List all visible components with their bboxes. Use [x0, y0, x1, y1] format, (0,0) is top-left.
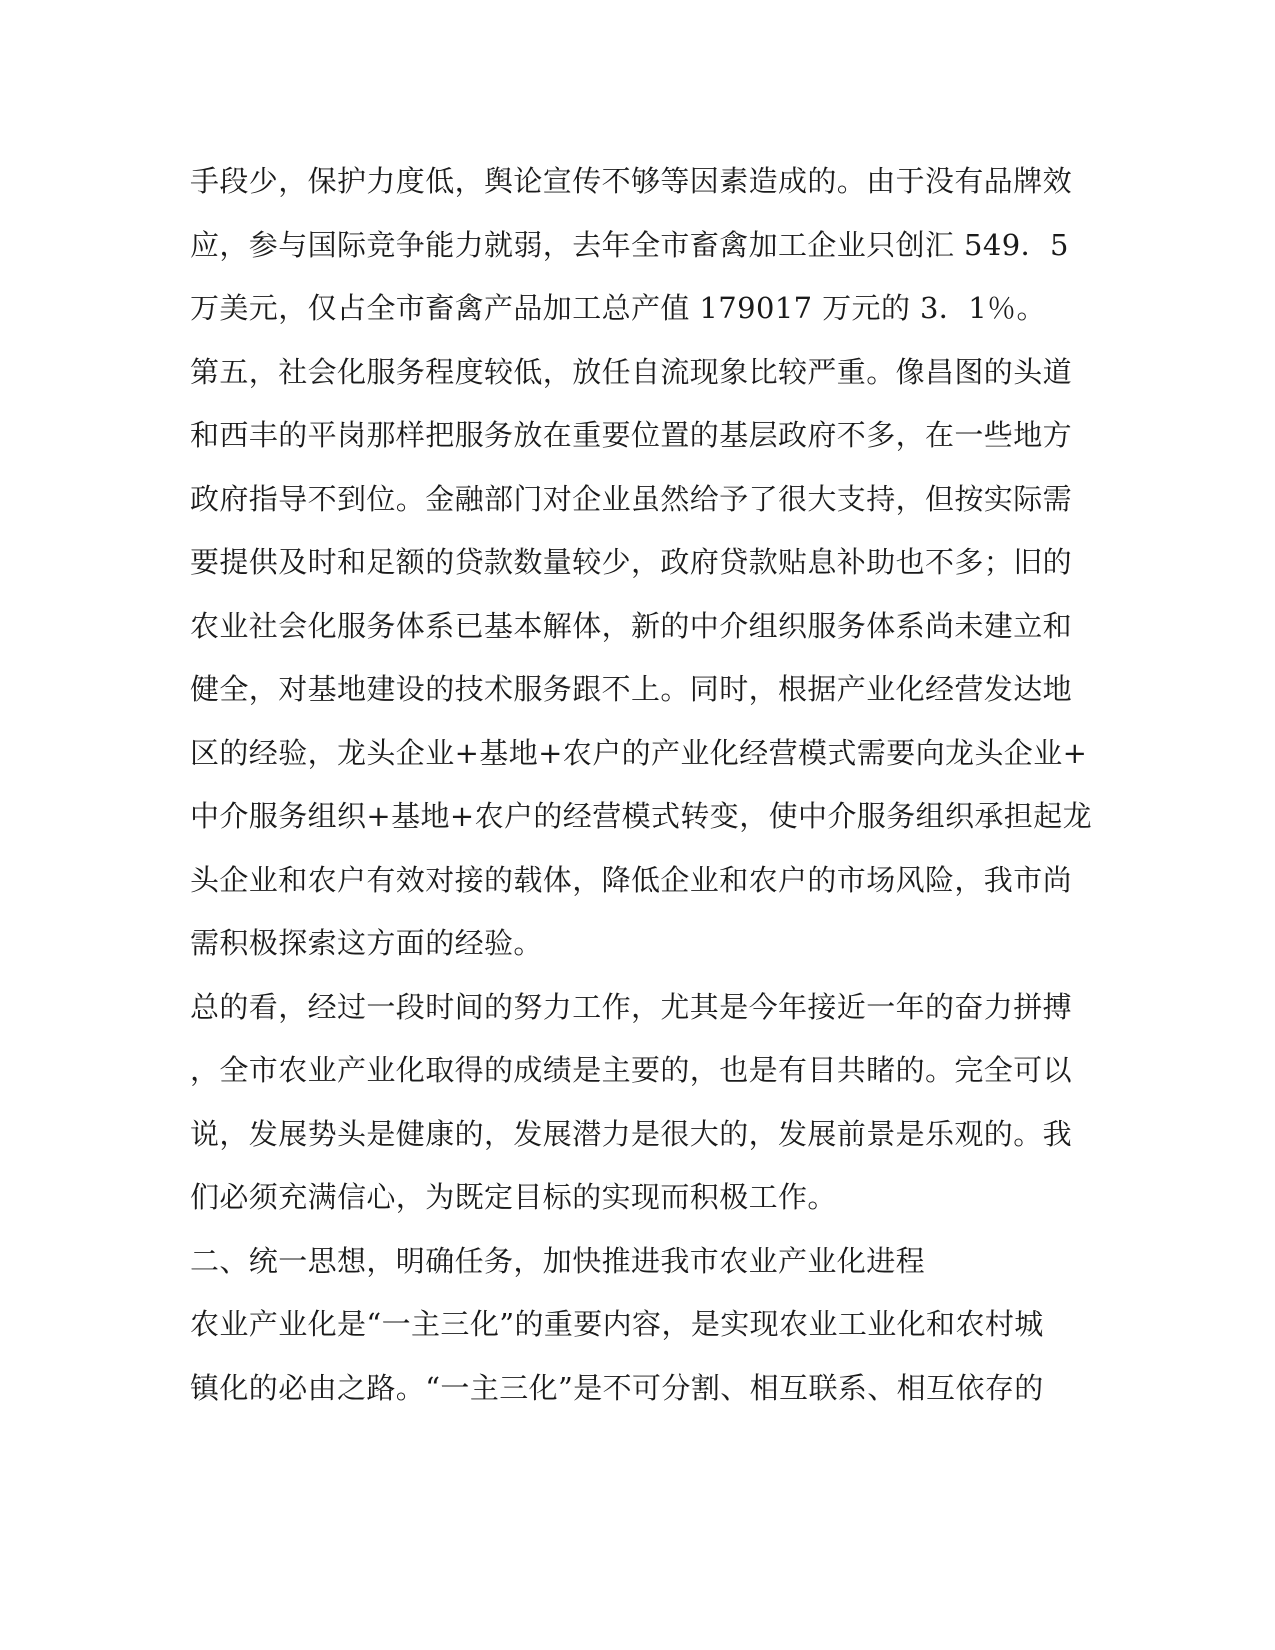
text-line: 农业产业化是“一主三化”的重要内容，是实现农业工业化和农村城 — [190, 1307, 1044, 1341]
text-line: 头企业和农户有效对接的载体，降低企业和农户的市场风险，我市尚 — [190, 862, 1073, 897]
text-line: 们必须充满信心，为既定目标的实现而积极工作。 — [190, 1180, 837, 1214]
text-line: 手段少，保护力度低，舆论宣传不够等因素造成的。由于没有品牌效 — [190, 164, 1073, 198]
text-line: 政府指导不到位。金融部门对企业虽然给予了很大支持，但按实际需 — [190, 481, 1073, 516]
section-heading: 二、统一思想，明确任务，加快推进我市农业产业化进程 — [190, 1243, 926, 1278]
text-line: 镇化的必由之路。“一主三化”是不可分割、相互联系、相互依存的 — [190, 1370, 1044, 1405]
text-line: 要提供及时和足额的贷款数量较少，政府贷款贴息补助也不多；旧的 — [190, 545, 1073, 579]
text-line: 说，发展势头是健康的，发展潜力是很大的，发展前景是乐观的。我 — [190, 1116, 1073, 1151]
text-line: ，全市农业产业化取得的成绩是主要的，也是有目共睹的。完全可以 — [190, 1053, 1073, 1087]
text-line: 和西丰的平岗那样把服务放在重要位置的基层政府不多，在一些地方 — [190, 418, 1073, 452]
text-line: 万美元，仅占全市畜禽产品加工总产值 179017 万元的 3．1％。 — [190, 291, 1046, 325]
body-text — [190, 150, 1092, 1420]
text-line: 健全，对基地建设的技术服务跟不上。同时，根据产业化经营发达地 — [190, 672, 1073, 706]
text-line: 应，参与国际竞争能力就弱，去年全市畜禽加工企业只创汇 549．5 — [190, 227, 1069, 262]
text-line: 第五，社会化服务程度较低，放任自流现象比较严重。像昌图的头道 — [190, 354, 1073, 389]
text-line: 中介服务组织+基地+农户的经营模式转变，使中介服务组织承担起龙 — [190, 799, 1092, 833]
text-line: 需积极探索这方面的经验。 — [190, 926, 543, 960]
text-line: 农业社会化服务体系已基本解体，新的中介组织服务体系尚未建立和 — [190, 608, 1073, 643]
text-line: 总的看，经过一段时间的努力工作，尤其是今年接近一年的奋力拼搏 — [190, 989, 1073, 1024]
text-line: 区的经验，龙头企业+基地+农户的产业化经营模式需要向龙头企业+ — [190, 735, 1088, 770]
